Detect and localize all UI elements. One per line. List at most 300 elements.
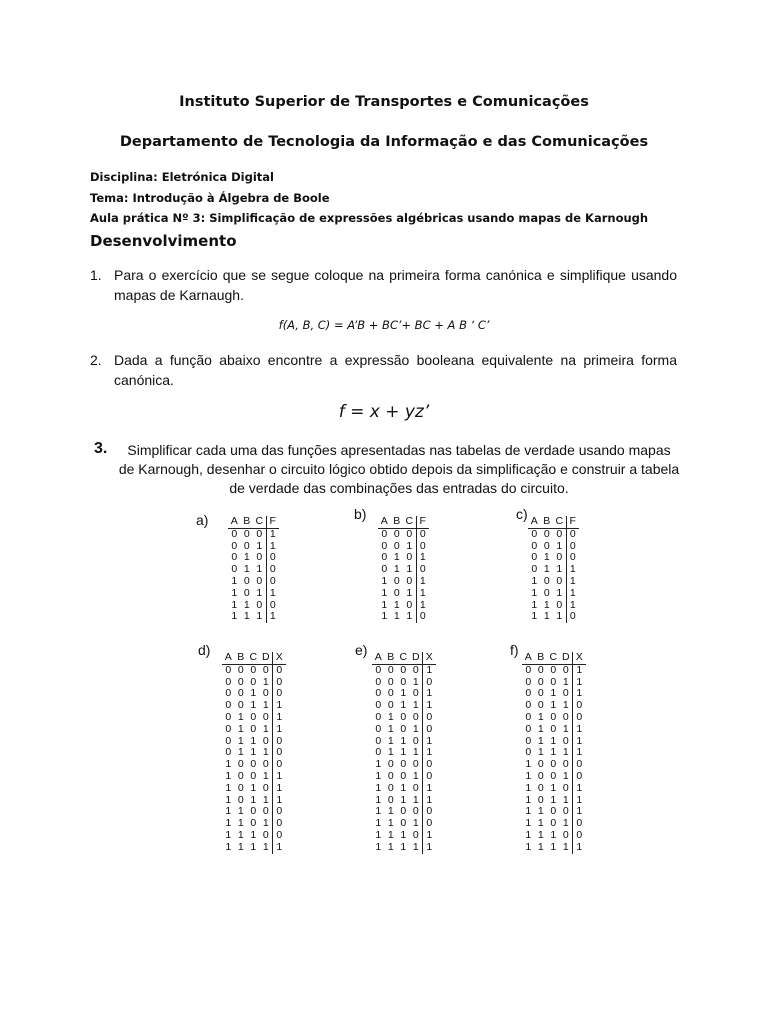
exercise-1-text: Para o exercício que se segue coloque na primeira forma canónica e simplifique usando mapas de Karnaugh. (114, 267, 677, 303)
table-cell: 0 (393, 539, 400, 552)
table-cell: 0 (375, 710, 382, 723)
table-cell: 0 (423, 677, 436, 689)
table-header-cell: A (528, 516, 541, 528)
table-cell: 0 (250, 675, 257, 688)
table-cell: 0 (562, 805, 569, 818)
table-cell: 1 (400, 840, 407, 853)
table-cell: 0 (262, 781, 269, 794)
table-cell: 0 (412, 710, 419, 723)
table-header-cell: X (423, 652, 436, 664)
table-cell: 0 (573, 771, 586, 783)
table-cell: 0 (375, 663, 382, 676)
table-cell: 1 (256, 539, 263, 552)
table-row (372, 771, 436, 783)
table-cell: 1 (375, 840, 382, 853)
table-cell: 1 (273, 724, 286, 736)
table-cell: 1 (225, 793, 232, 806)
table-cell: 1 (225, 840, 232, 853)
table-cell: 0 (556, 598, 563, 611)
table-cell: 1 (525, 769, 532, 782)
table-row (528, 611, 579, 623)
table-cell: 1 (400, 687, 407, 700)
table-cell: 0 (256, 527, 263, 540)
table-cell: 0 (387, 687, 394, 700)
table-cell: 0 (543, 574, 550, 587)
table-row (522, 842, 586, 854)
table-cell: 0 (250, 663, 257, 676)
table-cell: 1 (375, 758, 382, 771)
table-cell: 1 (231, 574, 238, 587)
table-cell: 1 (531, 610, 538, 623)
table-cell: 1 (550, 699, 557, 712)
table-cell: 1 (423, 783, 436, 795)
table-cell: 0 (225, 675, 232, 688)
table-cell: 1 (381, 610, 388, 623)
table-cell: 1 (537, 828, 544, 841)
table-cell: 0 (400, 758, 407, 771)
table-cell: 1 (250, 781, 257, 794)
table-cell: 1 (375, 781, 382, 794)
table-row (372, 664, 436, 676)
table-cell: 1 (266, 611, 279, 623)
table-cell: 1 (250, 699, 257, 712)
table-cell: 0 (266, 576, 279, 588)
table-cell: 1 (525, 805, 532, 818)
table-cell: 0 (562, 687, 569, 700)
table-cell: 0 (243, 539, 250, 552)
table-header-cell: C (547, 652, 560, 664)
table-cell: 0 (381, 527, 388, 540)
table-cell: 0 (225, 699, 232, 712)
table-cell: 0 (537, 663, 544, 676)
truth-table (522, 652, 586, 854)
table-cell: 0 (387, 793, 394, 806)
table-cell: 0 (412, 758, 419, 771)
table-header-cell: B (535, 652, 548, 664)
lesson-line: Aula prática Nº 3: Simplificação de expressões algébricas usando mapas de Karnough (90, 211, 649, 225)
table-cell: 1 (243, 610, 250, 623)
discipline-line: Disciplina: Eletrónica Digital (90, 170, 274, 184)
table-cell: 0 (562, 710, 569, 723)
table-cell: 1 (556, 563, 563, 576)
table-header-cell: D (260, 652, 273, 664)
table-cell: 1 (525, 758, 532, 771)
table-cell: 0 (375, 687, 382, 700)
table-cell: 0 (525, 746, 532, 759)
table-cell: 0 (525, 710, 532, 723)
table-row (222, 830, 286, 842)
table-cell: 1 (556, 586, 563, 599)
table-cell: 1 (573, 677, 586, 689)
table-row (228, 576, 279, 588)
table-cell: 1 (375, 805, 382, 818)
table-cell: 0 (237, 675, 244, 688)
exercise-2-number: 2. (90, 352, 102, 368)
table-cell: 0 (537, 675, 544, 688)
table-cell: 0 (225, 663, 232, 676)
table-cell: 1 (381, 586, 388, 599)
table-row (372, 724, 436, 736)
table-cell: 0 (556, 574, 563, 587)
table-cell: 1 (393, 598, 400, 611)
table-cell: 1 (423, 736, 436, 748)
table-cell: 1 (266, 528, 279, 540)
table-row (522, 783, 586, 795)
table-cell: 1 (423, 700, 436, 712)
table-cell: 0 (406, 574, 413, 587)
table-cell: 1 (400, 746, 407, 759)
table-cell: 0 (381, 563, 388, 576)
table-header-cell: D (560, 652, 573, 664)
table-cell: 1 (537, 805, 544, 818)
table-cell: 0 (562, 828, 569, 841)
table-cell: 1 (243, 598, 250, 611)
table-cell: 1 (225, 805, 232, 818)
table-cell: 0 (250, 722, 257, 735)
table-cell: 0 (237, 758, 244, 771)
department-title: Departamento de Tecnologia da Informação e das Comunicações (119, 134, 649, 150)
table-cell: 0 (273, 830, 286, 842)
table-cell: 1 (256, 586, 263, 599)
table-cell: 0 (225, 746, 232, 759)
table-cell: 0 (256, 574, 263, 587)
table-row (522, 664, 586, 676)
table-cell: 0 (400, 675, 407, 688)
table-cell: 1 (416, 576, 429, 588)
table-cell: 0 (393, 586, 400, 599)
table-cell: 0 (387, 663, 394, 676)
table-cell: 0 (262, 758, 269, 771)
truth-table (222, 652, 286, 854)
exercise-2-text: Dada a função abaixo encontre a expressão booleana equivalente na primeira forma canónica. (114, 352, 677, 388)
table-cell: 1 (237, 817, 244, 830)
table-cell: 0 (423, 818, 436, 830)
table-cell: 1 (573, 783, 586, 795)
table-cell: 1 (423, 830, 436, 842)
institute-title: Instituto Superior de Transportes e Comunicações (179, 94, 589, 110)
table-cell: 0 (525, 699, 532, 712)
table-header-cell: A (228, 516, 241, 528)
table-cell: 0 (412, 734, 419, 747)
table-cell: 1 (250, 734, 257, 747)
table-cell: 0 (225, 710, 232, 723)
table-cell: 1 (273, 712, 286, 724)
table-cell: 1 (266, 588, 279, 600)
table-cell: 0 (387, 675, 394, 688)
table-cell: 0 (412, 805, 419, 818)
table-cell: 1 (250, 840, 257, 853)
table-header-cell: A (372, 652, 385, 664)
table-cell: 1 (525, 781, 532, 794)
truth-table (372, 652, 436, 854)
table-cell: 0 (273, 759, 286, 771)
table-cell: 0 (406, 527, 413, 540)
table-cell: 0 (550, 722, 557, 735)
table-cell: 1 (556, 539, 563, 552)
table-cell: 1 (237, 805, 244, 818)
table-cell: 0 (231, 527, 238, 540)
table-cell: 0 (550, 675, 557, 688)
table-row (228, 528, 279, 540)
table-cell: 0 (375, 746, 382, 759)
table-cell: 1 (400, 828, 407, 841)
table-cell: 0 (416, 541, 429, 553)
table-cell: 1 (556, 610, 563, 623)
table-cell: 1 (243, 551, 250, 564)
table-cell: 0 (250, 769, 257, 782)
table-cell: 1 (262, 817, 269, 830)
table-cell: 0 (423, 724, 436, 736)
table-cell: 0 (375, 722, 382, 735)
table-cell: 1 (412, 675, 419, 688)
table-cell: 1 (375, 828, 382, 841)
table-cell: 1 (375, 817, 382, 830)
table-cell: 1 (231, 598, 238, 611)
table-cell: 0 (566, 528, 579, 540)
table-cell: 1 (262, 769, 269, 782)
table-cell: 1 (537, 840, 544, 853)
table-cell: 0 (262, 663, 269, 676)
table-cell: 1 (400, 734, 407, 747)
table-cell: 1 (412, 817, 419, 830)
table-cell: 0 (225, 722, 232, 735)
table-header-cell: B (385, 652, 398, 664)
table-cell: 1 (416, 588, 429, 600)
table-cell: 0 (225, 687, 232, 700)
table-row (522, 771, 586, 783)
table-cell: 0 (416, 564, 429, 576)
table-row (528, 588, 579, 600)
table-row (522, 724, 586, 736)
table-header-cell: C (553, 516, 566, 528)
exercise-3-number: 3. (94, 440, 108, 457)
table-cell: 1 (400, 781, 407, 794)
table-cell: 1 (225, 828, 232, 841)
table-cell: 1 (562, 699, 569, 712)
table-cell: 1 (566, 588, 579, 600)
table-cell: 1 (566, 576, 579, 588)
table-cell: 0 (537, 769, 544, 782)
table-cell: 0 (400, 817, 407, 830)
table-cell: 0 (400, 769, 407, 782)
table-cell: 1 (225, 817, 232, 830)
table-cell: 1 (412, 746, 419, 759)
table-cell: 1 (525, 828, 532, 841)
table-cell: 0 (237, 793, 244, 806)
table-cell: 1 (573, 688, 586, 700)
table-cell: 0 (266, 552, 279, 564)
table-cell: 1 (573, 806, 586, 818)
table-label: a) (196, 512, 209, 528)
table-row (378, 611, 429, 623)
table-cell: 0 (531, 539, 538, 552)
table-cell: 1 (237, 746, 244, 759)
table-cell: 1 (237, 722, 244, 735)
table-cell: 0 (273, 736, 286, 748)
table-cell: 0 (256, 598, 263, 611)
exercise-1-formula: f(A, B, C) = A’B + BC’+ BC + A B ‘ C’ (278, 318, 490, 332)
table-cell: 1 (412, 793, 419, 806)
table-header-cell: A (522, 652, 535, 664)
table-cell: 1 (562, 722, 569, 735)
table-cell: 0 (400, 722, 407, 735)
table-cell: 0 (423, 759, 436, 771)
table-cell: 0 (381, 551, 388, 564)
table-cell: 1 (250, 687, 257, 700)
table-cell: 0 (573, 818, 586, 830)
table-cell: 1 (393, 563, 400, 576)
table-cell: 0 (412, 828, 419, 841)
table-cell: 0 (266, 564, 279, 576)
table-cell: 1 (237, 840, 244, 853)
table-cell: 1 (423, 747, 436, 759)
table-row (372, 842, 436, 854)
table-header-cell: B (541, 516, 554, 528)
table-cell: 1 (250, 828, 257, 841)
table-cell: 1 (387, 710, 394, 723)
table-row (378, 576, 429, 588)
table-cell: 0 (543, 539, 550, 552)
table-cell: 0 (266, 600, 279, 612)
table-cell: 1 (531, 586, 538, 599)
table-cell: 0 (262, 805, 269, 818)
exercise-1-number: 1. (90, 267, 102, 283)
table-cell: 1 (562, 817, 569, 830)
table-cell: 0 (273, 664, 286, 676)
table-cell: 1 (423, 688, 436, 700)
table-cell: 1 (573, 664, 586, 676)
table-cell: 0 (543, 527, 550, 540)
table-cell: 1 (531, 574, 538, 587)
table-row (378, 528, 429, 540)
table-cell: 1 (243, 563, 250, 576)
table-cell: 0 (556, 527, 563, 540)
table-cell: 0 (423, 806, 436, 818)
table-cell: 0 (393, 574, 400, 587)
table-cell: 0 (250, 710, 257, 723)
table-cell: 0 (262, 710, 269, 723)
table-header-cell: C (403, 516, 416, 528)
table-cell: 1 (387, 828, 394, 841)
table-cell: 1 (393, 610, 400, 623)
table-cell: 0 (550, 663, 557, 676)
table-cell: 1 (416, 552, 429, 564)
table-cell: 1 (400, 793, 407, 806)
table-cell: 0 (562, 734, 569, 747)
table-cell: 1 (273, 795, 286, 807)
table-row (372, 783, 436, 795)
table-cell: 1 (525, 793, 532, 806)
table-cell: 1 (237, 828, 244, 841)
table-cell: 0 (243, 527, 250, 540)
table-cell: 0 (375, 675, 382, 688)
table-cell: 0 (412, 663, 419, 676)
table-cell: 1 (573, 795, 586, 807)
table-cell: 0 (537, 758, 544, 771)
table-cell: 1 (406, 610, 413, 623)
table-cell: 0 (231, 539, 238, 552)
table-header-cell: A (222, 652, 235, 664)
table-label: c) (516, 506, 528, 522)
table-cell: 1 (562, 769, 569, 782)
table-cell: 0 (537, 699, 544, 712)
table-cell: 0 (423, 771, 436, 783)
table-cell: 1 (375, 793, 382, 806)
table-cell: 1 (381, 574, 388, 587)
table-cell: 1 (225, 781, 232, 794)
table-cell: 0 (406, 598, 413, 611)
table-cell: 0 (550, 769, 557, 782)
table-cell: 1 (537, 817, 544, 830)
table-cell: 1 (375, 769, 382, 782)
table-row (522, 712, 586, 724)
table-cell: 1 (406, 563, 413, 576)
table-cell: 0 (400, 805, 407, 818)
table-cell: 0 (243, 586, 250, 599)
table-cell: 1 (273, 771, 286, 783)
table-cell: 0 (237, 687, 244, 700)
table-row (372, 712, 436, 724)
table-header-cell: X (273, 652, 286, 664)
table-header-cell: X (573, 652, 586, 664)
table-cell: 0 (412, 687, 419, 700)
table-cell: 1 (543, 610, 550, 623)
table-row (522, 830, 586, 842)
table-row (222, 842, 286, 854)
table-header-cell: F (566, 516, 579, 528)
table-cell: 1 (387, 840, 394, 853)
table-cell: 0 (537, 687, 544, 700)
table-cell: 0 (566, 611, 579, 623)
table-cell: 0 (550, 758, 557, 771)
table-cell: 0 (566, 541, 579, 553)
table-row (528, 528, 579, 540)
table-cell: 0 (256, 551, 263, 564)
table-cell: 1 (416, 600, 429, 612)
table-cell: 0 (556, 551, 563, 564)
table-cell: 1 (387, 817, 394, 830)
table-cell: 0 (537, 793, 544, 806)
table-cell: 1 (387, 746, 394, 759)
table-cell: 1 (262, 675, 269, 688)
table-cell: 0 (262, 687, 269, 700)
table-cell: 1 (537, 710, 544, 723)
table-cell: 0 (262, 828, 269, 841)
table-cell: 1 (573, 747, 586, 759)
table-cell: 0 (231, 551, 238, 564)
table-cell: 0 (416, 528, 429, 540)
table-cell: 0 (250, 805, 257, 818)
table-cell: 1 (250, 746, 257, 759)
table-cell: 0 (531, 563, 538, 576)
table-cell: 1 (550, 828, 557, 841)
table-cell: 1 (262, 746, 269, 759)
table-cell: 0 (525, 663, 532, 676)
table-cell: 0 (237, 769, 244, 782)
table-cell: 0 (566, 552, 579, 564)
table-cell: 1 (412, 699, 419, 712)
table-cell: 1 (550, 781, 557, 794)
truth-table (228, 516, 279, 623)
table-cell: 0 (531, 527, 538, 540)
table-label: d) (198, 642, 211, 658)
table-cell: 1 (550, 746, 557, 759)
table-cell: 1 (406, 539, 413, 552)
table-cell: 0 (531, 551, 538, 564)
table-cell: 0 (543, 586, 550, 599)
table-cell: 1 (537, 746, 544, 759)
table-header-cell: C (253, 516, 266, 528)
